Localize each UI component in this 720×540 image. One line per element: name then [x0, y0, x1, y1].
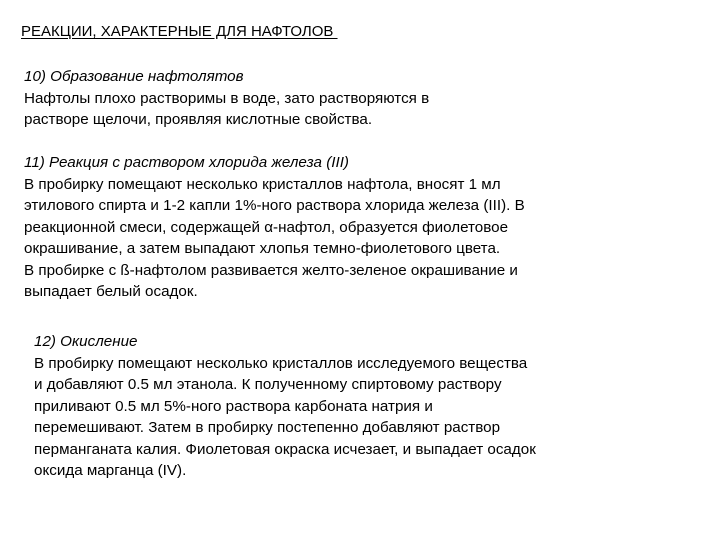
paragraph-line: В пробирку помещают несколько кристаллов нафтола, вносят 1 мл [24, 175, 501, 193]
paragraph-line: перемешивают. Затем в пробирку постепенно добавляют раствор [34, 419, 501, 436]
section-iron-chloride-reaction [24, 152, 525, 303]
paragraph-line: оксида марганца (IV). [34, 462, 187, 479]
paragraph-line: Нафтолы плохо растворимы в воде, зато растворяются в [24, 89, 430, 107]
section-heading: 11) Реакция с раствором хлорида железа (III) [24, 154, 349, 171]
paragraph-line: реакционной смеси, содержащей α-нафтол, образуется фиолетовое [24, 218, 509, 236]
paragraph-line: перманганата калия. Фиолетовая окраска исчезает, и выпадает осадок [34, 440, 536, 458]
paragraph-line: и добавляют 0.5 мл этанола. К полученному спиртовому раствору [34, 376, 502, 393]
paragraph-line: окрашивание, а затем выпадают хлопья темно-фиолетового цвета. [24, 240, 501, 257]
paragraph-line: растворе щелочи, проявляя кислотные свойства. [24, 111, 373, 128]
section-naphtholate-formation [24, 66, 429, 131]
paragraph-line: выпадает белый осадок. [24, 283, 198, 300]
section-heading: 12) Окисление [34, 333, 138, 350]
paragraph-line: В пробирку помещают несколько кристаллов исследуемого вещества [34, 354, 528, 372]
paragraph-line: приливают 0.5 мл 5%-ного раствора карбоната натрия и [34, 397, 433, 415]
section-oxidation [34, 331, 536, 482]
paragraph-line: В пробирке с ß-нафтолом развивается желто-зеленое окрашивание и [24, 261, 518, 279]
paragraph-line: этилового спирта и 1-2 капли 1%-ного раствора хлорида железа (III). В [24, 197, 525, 214]
section-heading: 10) Образование нафтолятов [24, 68, 244, 85]
page-title: РЕАКЦИИ, ХАРАКТЕРНЫЕ ДЛЯ НАФТОЛОВ [21, 23, 338, 40]
